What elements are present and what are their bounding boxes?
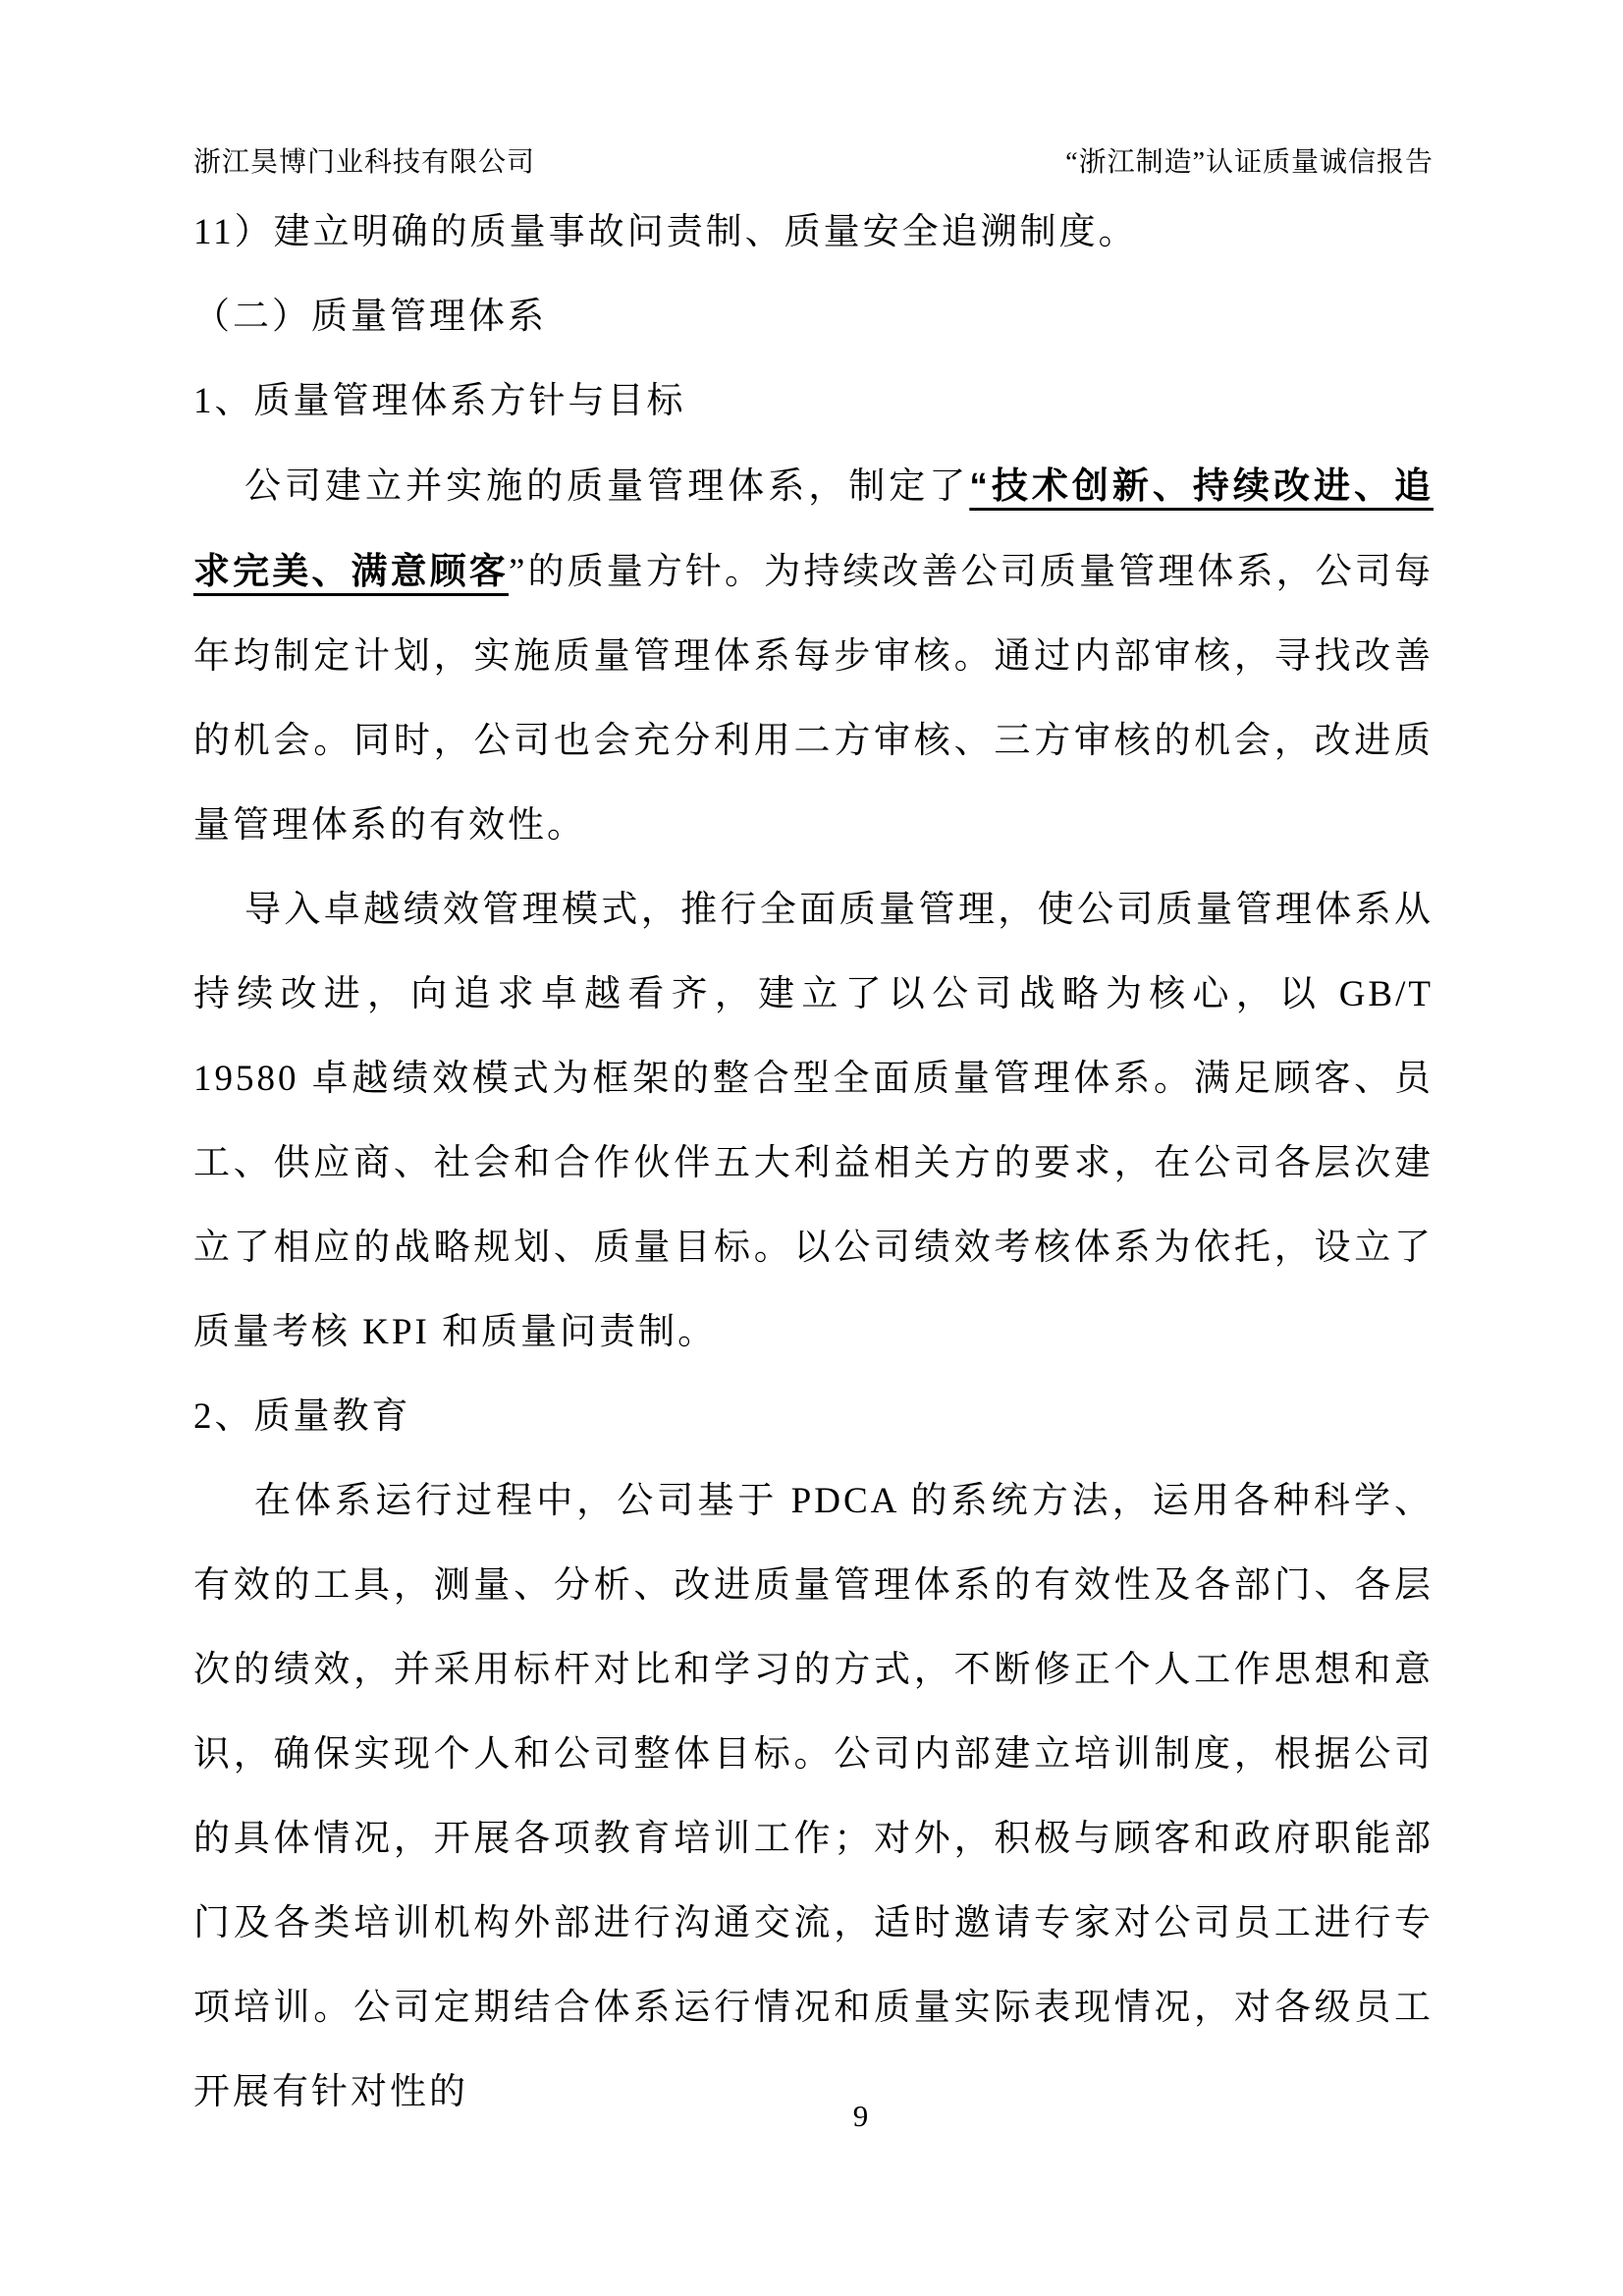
section-heading: （二）质量管理体系 bbox=[193, 297, 547, 337]
document-body bbox=[193, 191, 1434, 2135]
policy-text-pre: 公司建立并实施的质量管理体系，制定了 bbox=[244, 466, 970, 507]
paragraph-quality-policy bbox=[193, 444, 1434, 868]
header-company-name: 浙江昊博门业科技有限公司 bbox=[193, 147, 536, 178]
page-header bbox=[193, 143, 1434, 183]
paragraph-quality-education: 在体系运行过程中，公司基于 PDCA 的系统方法，运用各种科学、有效的工具，测量、分析、改进质量管理体系的有效性及各部门、各层次的绩效，并采用标杆对比和学习的方式，不断修正个人工作思想和意识，确保实现个人和公司整体目标。公司内部建立培训制度，根据公司的具体情况，开展各项教育培训工作；对外，积极与顾客和政府职能部门及各类培训机构外部进行沟通交流，适时邀请专家对公司员工进行专项培训。公司定期结合体系运行情况和质量实际表现情况，对各级员工开展有针对性的 bbox=[193, 1481, 1434, 2112]
subsection-heading-1: 1、质量管理体系方针与目标 bbox=[193, 381, 686, 421]
subsection-heading-2: 2、质量教育 bbox=[193, 1396, 411, 1437]
page-footer bbox=[193, 2095, 1434, 2138]
policy-text-emphasis: “技术创新、持续改进、追求完美、满意顾客 bbox=[193, 465, 1434, 591]
list-item-11: 11）建立明确的质量事故问责制、质量安全追溯制度。 bbox=[193, 212, 1138, 252]
paragraph-performance-excellence: 导入卓越绩效管理模式，推行全面质量管理，使公司质量管理体系从持续改进，向追求卓越看齐，建立了以公司战略为核心，以 GB/T 19580 卓越绩效模式为框架的整合型全面质量管理体系。满足顾客、员工、供应商、社会和合作伙伴五大利益相关方的要求，在公司各层次建立了相应的战略规划、质量目标。以公司绩效考核体系为依托，设立了质量考核 KPI 和质量问责制。 bbox=[193, 890, 1434, 1352]
header-report-title: “浙江制造”认证质量诚信报告 bbox=[1065, 147, 1434, 178]
policy-text-post: ”的质量方针。为持续改善公司质量管理体系，公司每年均制定计划，实施质量管理体系每步审核。通过内部审核，寻找改善的机会。同时，公司也会充分利用二方审核、三方审核的机会，改进质量管理体系的有效性。 bbox=[193, 552, 1434, 846]
page-number: 9 bbox=[852, 2099, 869, 2133]
